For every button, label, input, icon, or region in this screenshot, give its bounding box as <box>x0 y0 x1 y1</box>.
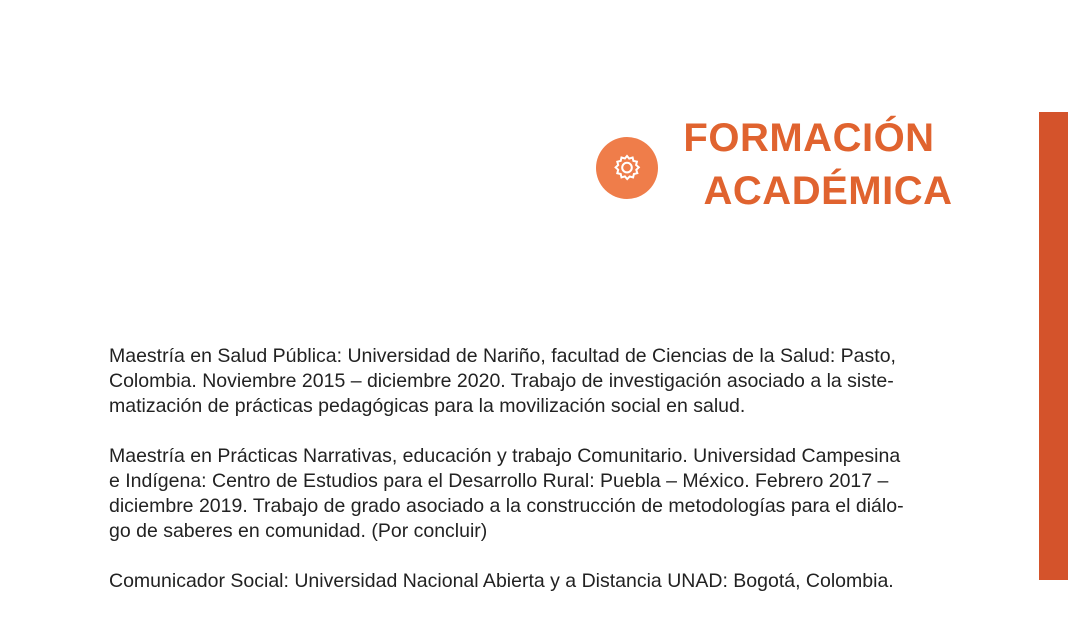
text-line: Maestría en Prácticas Narrativas, educación y trabajo Comunitario. Universidad Campesina <box>109 445 901 467</box>
title-line-2: ACADÉMICA <box>703 169 953 213</box>
education-entry-social-communicator <box>109 569 979 594</box>
accent-side-bar <box>1039 112 1068 580</box>
section-badge <box>596 137 658 199</box>
text-line: matización de prácticas pedagógicas para la movilización social en salud. <box>109 395 746 417</box>
text-line: Maestría en Salud Pública: Universidad de Nariño, facultad de Ciencias de la Salud: Pasto, <box>109 345 896 367</box>
text-line: e Indígena: Centro de Estudios para el Desarrollo Rural: Puebla – México. Febrero 2017 – <box>109 470 889 492</box>
education-entry-master-narrative-practices <box>109 444 979 544</box>
gear-icon <box>612 153 642 183</box>
education-entry-master-public-health <box>109 344 979 419</box>
title-line-1: FORMACIÓN <box>683 116 935 160</box>
text-line: Colombia. Noviembre 2015 – diciembre 2020. Trabajo de investigación asociado a la siste- <box>109 370 894 392</box>
text-line: go de saberes en comunidad. (Por concluir) <box>109 520 488 542</box>
text-line: Comunicador Social: Universidad Nacional Abierta y a Distancia UNAD: Bogotá, Colombia. <box>109 570 894 592</box>
page-title <box>660 112 996 218</box>
text-line: diciembre 2019. Trabajo de grado asociado a la construcción de metodologías para el diálo- <box>109 495 904 517</box>
education-list <box>109 344 979 619</box>
